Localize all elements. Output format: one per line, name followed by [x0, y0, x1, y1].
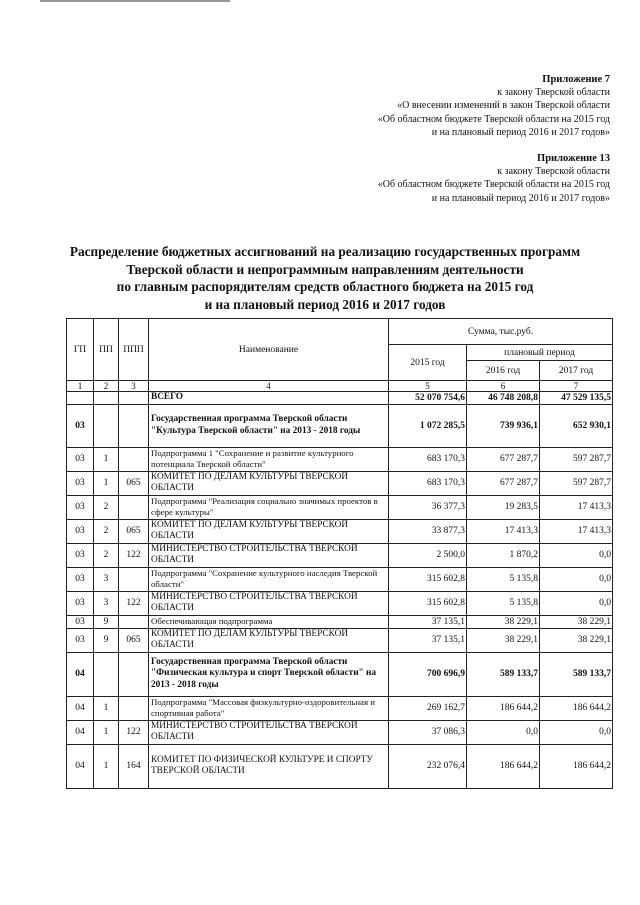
header-sum: Сумма, тыс.руб. — [389, 319, 613, 345]
cell-pp: 2 — [94, 495, 119, 519]
cell-name: Подпрограмма "Реализация социально значимых проектов в сфере культуры" — [149, 495, 389, 519]
cell-name: Государственная программа Тверской области "Физическая культура и спорт Тверской области" на 2013 - 2018 годы — [149, 652, 389, 696]
cell-ppp — [119, 495, 149, 519]
cell-2015: 683 170,3 — [389, 447, 467, 471]
cell-ppp: 065 — [119, 471, 149, 495]
cell-pp: 9 — [94, 628, 119, 652]
cell-pp: 1 — [94, 744, 119, 788]
cell-2015: 37 135,1 — [389, 628, 467, 652]
cell-2016: 739 936,1 — [467, 404, 540, 447]
cell-name: Подпрограмма "Сохранение культурного наследия Тверской области" — [149, 567, 389, 591]
cell-2016: 1 870,2 — [467, 543, 540, 567]
appendix-13-heading: Приложение 13 — [537, 153, 610, 164]
cell-gp: 03 — [67, 567, 94, 591]
cell-2016: 5 135,8 — [467, 567, 540, 591]
cell-gp: 03 — [67, 519, 94, 543]
cell-ppp — [119, 447, 149, 471]
cell-2017: 38 229,1 — [540, 628, 613, 652]
table-row — [67, 720, 613, 744]
cell-gp: 03 — [67, 471, 94, 495]
cell-2016: 5 135,8 — [467, 591, 540, 615]
cell-ppp: 065 — [119, 519, 149, 543]
cell-pp — [94, 392, 119, 405]
cell-2017: 597 287,7 — [540, 447, 613, 471]
col-number: 2 — [94, 381, 119, 392]
cell-gp: 03 — [67, 591, 94, 615]
cell-name: КОМИТЕТ ПО ДЕЛАМ КУЛЬТУРЫ ТВЕРСКОЙ ОБЛАСТИ — [149, 471, 389, 495]
table-row — [67, 696, 613, 720]
appendix-7-line: к закону Тверской области — [497, 87, 610, 99]
appendix-7-block — [378, 73, 610, 139]
col-number: 6 — [467, 381, 540, 392]
table-row — [67, 615, 613, 628]
cell-2017: 652 930,1 — [540, 404, 613, 447]
cell-ppp: 065 — [119, 628, 149, 652]
cell-2015: 37 086,3 — [389, 720, 467, 744]
cell-gp: 04 — [67, 744, 94, 788]
table-row — [67, 392, 613, 405]
table-row — [67, 495, 613, 519]
cell-2016: 0,0 — [467, 720, 540, 744]
header-2017: 2017 год — [540, 361, 613, 381]
header-2016: 2016 год — [467, 361, 540, 381]
col-number: 7 — [540, 381, 613, 392]
cell-2015: 37 135,1 — [389, 615, 467, 628]
cell-2016: 46 748 208,8 — [467, 392, 540, 405]
cell-pp: 3 — [94, 591, 119, 615]
header-planned: плановый период — [467, 345, 613, 361]
cell-name: Обеспечивающая подпрограмма — [149, 615, 389, 628]
cell-2016: 186 644,2 — [467, 744, 540, 788]
cell-name: МИНИСТЕРСТВО СТРОИТЕЛЬСТВА ТВЕРСКОЙ ОБЛАСТИ — [149, 591, 389, 615]
col-number: 3 — [119, 381, 149, 392]
cell-pp: 2 — [94, 543, 119, 567]
cell-2015: 36 377,3 — [389, 495, 467, 519]
cell-2015: 1 072 285,5 — [389, 404, 467, 447]
table-row — [67, 543, 613, 567]
cell-gp: 03 — [67, 404, 94, 447]
cell-pp — [94, 404, 119, 447]
cell-ppp: 122 — [119, 720, 149, 744]
table-row — [67, 404, 613, 447]
cell-2017: 47 529 135,5 — [540, 392, 613, 405]
cell-2017: 589 133,7 — [540, 652, 613, 696]
cell-2015: 232 076,4 — [389, 744, 467, 788]
appendix-13-line: и на плановый период 2016 и 2017 годов» — [431, 192, 610, 204]
cell-gp: 03 — [67, 495, 94, 519]
title-line: Распределение бюджетных ассигнований на реализацию государственных программ — [69, 244, 581, 259]
cell-2017: 597 287,7 — [540, 471, 613, 495]
cell-2017: 0,0 — [540, 543, 613, 567]
cell-name: КОМИТЕТ ПО ФИЗИЧЕСКОЙ КУЛЬТУРЕ И СПОРТУ ТВЕРСКОЙ ОБЛАСТИ — [149, 744, 389, 788]
cell-gp: 03 — [67, 447, 94, 471]
appendix-13-block — [378, 152, 610, 205]
cell-2017: 17 413,3 — [540, 495, 613, 519]
table-row — [67, 628, 613, 652]
cell-ppp — [119, 392, 149, 405]
cell-name: МИНИСТЕРСТВО СТРОИТЕЛЬСТВА ТВЕРСКОЙ ОБЛАСТИ — [149, 720, 389, 744]
cell-name: КОМИТЕТ ПО ДЕЛАМ КУЛЬТУРЫ ТВЕРСКОЙ ОБЛАСТИ — [149, 519, 389, 543]
cell-name: КОМИТЕТ ПО ДЕЛАМ КУЛЬТУРЫ ТВЕРСКОЙ ОБЛАСТИ — [149, 628, 389, 652]
cell-2015: 33 877,3 — [389, 519, 467, 543]
cell-2016: 677 287,7 — [467, 447, 540, 471]
appendix-7-line: и на плановый период 2016 и 2017 годов» — [431, 126, 610, 138]
header-gp: ГП — [67, 319, 94, 381]
cell-2016: 17 413,3 — [467, 519, 540, 543]
title-line: Тверской области и непрограммным направлениям деятельности — [126, 261, 524, 277]
cell-2016: 38 229,1 — [467, 615, 540, 628]
cell-gp: 03 — [67, 615, 94, 628]
document-title — [40, 243, 610, 313]
cell-ppp: 122 — [119, 543, 149, 567]
cell-2016: 677 287,7 — [467, 471, 540, 495]
cell-ppp — [119, 567, 149, 591]
appendix-7-line: «О внесении изменений в закон Тверской области — [397, 100, 610, 112]
title-line: по главным распорядителям средств областного бюджета на 2015 год — [116, 279, 534, 294]
cell-2017: 0,0 — [540, 720, 613, 744]
col-number: 5 — [389, 381, 467, 392]
cell-ppp — [119, 615, 149, 628]
cell-name: ВСЕГО — [149, 392, 389, 405]
cell-ppp — [119, 652, 149, 696]
col-number: 1 — [67, 381, 94, 392]
cell-2015: 52 070 754,6 — [389, 392, 467, 405]
cell-pp: 1 — [94, 471, 119, 495]
cell-name: Подпрограмма "Массовая физкультурно-оздоровительная и спортивная работа" — [149, 696, 389, 720]
cell-ppp — [119, 404, 149, 447]
cell-2017: 0,0 — [540, 591, 613, 615]
cell-2015: 315 602,8 — [389, 567, 467, 591]
cell-2016: 19 283,5 — [467, 495, 540, 519]
cell-gp: 03 — [67, 628, 94, 652]
cell-2015: 269 162,7 — [389, 696, 467, 720]
cell-gp: 04 — [67, 652, 94, 696]
appendix-7-line: «Об областном бюджете Тверской области на 2015 год — [377, 113, 610, 125]
cell-2015: 683 170,3 — [389, 471, 467, 495]
cell-ppp: 164 — [119, 744, 149, 788]
table-row — [67, 744, 613, 788]
cell-2017: 186 644,2 — [540, 744, 613, 788]
cell-name: Подпрограмма 1 "Сохранение и развитие культурного потенциала Тверской области" — [149, 447, 389, 471]
table-row — [67, 447, 613, 471]
cell-gp: 04 — [67, 696, 94, 720]
cell-gp: 04 — [67, 720, 94, 744]
cell-2017: 38 229,1 — [540, 615, 613, 628]
col-number: 4 — [149, 381, 389, 392]
cell-pp: 1 — [94, 447, 119, 471]
cell-2015: 315 602,8 — [389, 591, 467, 615]
table-row — [67, 519, 613, 543]
cell-2015: 700 696,9 — [389, 652, 467, 696]
cell-gp: 03 — [67, 543, 94, 567]
appendix-7-heading: Приложение 7 — [542, 74, 610, 85]
cell-ppp — [119, 696, 149, 720]
table-row — [67, 652, 613, 696]
cell-name: МИНИСТЕРСТВО СТРОИТЕЛЬСТВА ТВЕРСКОЙ ОБЛАСТИ — [149, 543, 389, 567]
appendix-13-line: «Об областном бюджете Тверской области на 2015 год — [377, 179, 610, 191]
table-row — [67, 471, 613, 495]
cell-2017: 17 413,3 — [540, 519, 613, 543]
table-row — [67, 591, 613, 615]
header-pp: ПП — [94, 319, 119, 381]
cell-2017: 0,0 — [540, 567, 613, 591]
cell-gp — [67, 392, 94, 405]
cell-pp: 9 — [94, 615, 119, 628]
table-row — [67, 567, 613, 591]
cell-name: Государственная программа Тверской области "Культура Тверской области" на 2013 - 2018 годы — [149, 404, 389, 447]
header-ppp: ППП — [119, 319, 149, 381]
cell-pp: 2 — [94, 519, 119, 543]
title-line: и на плановый период 2016 и 2017 годов — [204, 296, 446, 312]
cell-pp: 3 — [94, 567, 119, 591]
header-name: Наименование — [149, 319, 389, 381]
cell-pp: 1 — [94, 696, 119, 720]
cell-ppp: 122 — [119, 591, 149, 615]
appendix-13-line: к закону Тверской области — [497, 166, 610, 178]
cell-pp: 1 — [94, 720, 119, 744]
cell-2016: 186 644,2 — [467, 696, 540, 720]
cell-pp — [94, 652, 119, 696]
budget-table — [66, 318, 613, 789]
scan-edge-line — [40, 0, 230, 2]
cell-2015: 2 500,0 — [389, 543, 467, 567]
header-2015: 2015 год — [389, 345, 467, 381]
cell-2016: 589 133,7 — [467, 652, 540, 696]
cell-2016: 38 229,1 — [467, 628, 540, 652]
cell-2017: 186 644,2 — [540, 696, 613, 720]
